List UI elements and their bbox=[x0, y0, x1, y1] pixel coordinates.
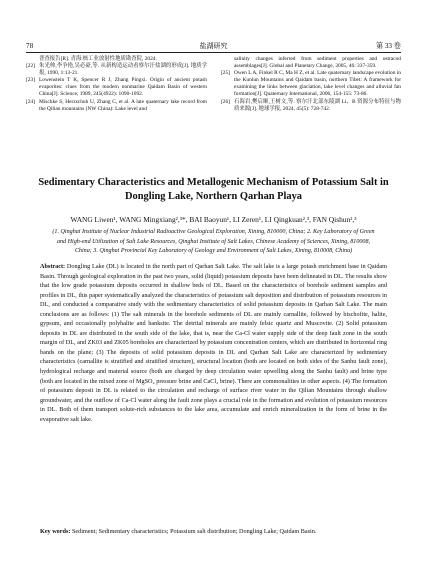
page-number: 78 bbox=[26, 42, 34, 50]
abstract-label: Abstract: bbox=[40, 263, 66, 270]
abstract bbox=[40, 262, 387, 424]
reference-item: [25] Owen L A, Finkel R C, Ma H Z, et al. Late quaternary landscape evolution in the Kunlun Mountains and Qaidam basin, northern Tibet: A framework for examining the links between glaciation, lake level changes and alluvial fan formation[J]. Quaternary International, 2006, 154-155: 73-86. bbox=[221, 70, 401, 98]
volume-label: 第 33 卷 bbox=[375, 42, 401, 50]
running-header bbox=[26, 40, 401, 53]
keywords bbox=[40, 527, 387, 537]
reference-item: salinity changes inferred from sediment properties and ostracod assemblages[J]. Global and Planetary Change, 2005, 46: 337-359. bbox=[234, 56, 401, 70]
reference-item: [22] 朱光帅,李争艳,吴必豪,等. 从新构造运动看察尔汗盐湖的形成[J]. 地质学报, 1990, 1:13-21. bbox=[26, 63, 207, 77]
reference-item: [26] 石海岩,樊启顺,王树文,等. 察尔汗北部东陵湖 Li、B 资源分布特征与物质来源[J]. 地球学报, 2024, 45(5): 728-742. bbox=[221, 98, 401, 112]
affiliations: (1. Qinghai Institute of Nuclear Industrial Radioactive Geological Exploration, Xining, 810000, China; 2. Key Laboratory of Green and High-end Utilization of Salt Lake Resources, Qinghai Institute of Salt Lakes, Chinese Academy of Sciences, Xining, 810008, China; 3. Qinghai Provincial Key Laboratory of Geology and Environment of Salt Lakes, Xining, 810008, China) bbox=[52, 229, 375, 255]
abstract-text: Dongling Lake (DL) is located in the north part of Qarhan Salt Lake. The salt lake is a large potash enrichment base in Qaidam Basin. Through geological exploration in the past two years, solid (liquid) potassium deposits have been delineated in DL. The results show that the low grade potassium deposits occurred in shallow beds of DL. Based on the characteristics of borehole sediment samples and profiles in DL, this paper systematically analyzed the characteristics of potassium salt deposition and distribution of potassium resources in DL, and conducted a comparative study with the sedimentary characteristics of solid potassium deposits in Qarhan Salt Lake. The main conclusions are as follows: (1) The salt minerals in the borehole sediments of DL are mainly carnallite, followed by bischofite, halite, gypsum, and occasionally polyhalite and hanksite. The detrital minerals are mainly felsic quartz and Muscovite. (2) Solid potassium deposits in DL are distributed in the south side of the lake, that is, near the Ca-Cl water supply side of the deep fault zone in the south margin of DL, and ZK03 and ZK05 boreholes are characterized by potassium concentration centers, which are distributed in horizontal ring bands on the plane; (3) The deposits of solid potassium deposits in DL and Qarhan Salt Lake are characterized by sedimentary characteristics (carnallite is stratified and stratified structure), structural location (both are located on both sides of the Sanhu fault zone), hydrological recharge and material source (both are charged by deep circulation water upwelling along the Sanhu fault) and brine type (both are located in the mixed zone of MgSO₄ pressure brine and CaCl₂ brine). There are commonalities in other aspects. (4) The formation of potassium deposit in DL is related to the circulation and recharge of surface river water in the Qilian Mountains through shallow groundwater, and the outflow of Ca-Cl water along the fault zone plays a crucial role in the formation and evolution of potassium resources in DL. Both of them transport solute-rich substances to the lake area, accumulate and enrich mineralization in the form of brine in the evaporative salt lake. bbox=[40, 263, 387, 423]
paper-title: Sedimentary Characteristics and Metallogenic Mechanism of Potassium Salt in Dongling Lake, Northern Qarhan Playa bbox=[38, 177, 389, 202]
reference-item: [24] Mischke S, Herzschuh U, Zhang C, et al. A late quaternary lake record from the Qilian mountains (NW China): Lake level and bbox=[26, 98, 207, 112]
keywords-text: Sediment; Sedimentary characteristics; Potassium salt distribution; Dongling Lake; Qaidam Basin. bbox=[70, 528, 317, 535]
journal-name: 盐湖研究 bbox=[199, 42, 228, 50]
reference-item: 普査报告[R]. 青海:核工业放射性地质勘査院, 2024. bbox=[39, 56, 157, 62]
reference-list bbox=[26, 56, 401, 176]
reference-column-right bbox=[221, 56, 401, 113]
keywords-label: Key words: bbox=[40, 528, 71, 535]
author-list: WANG Liwen¹, WANG Mingxiang²,³*, BAI Baoyun¹, LI Zeren¹, LI Qingkuan²,³, FAN Qishun²,³ bbox=[70, 215, 357, 224]
reference-item: [23] Lowenstein T K, Spencer R J, Zhang Pingxi. Origin of ancient potash evaporites: clues from the modern nonmarine Qaidam Basin of western China[J]. Science, 1989, 245(4922): 1090-1092. bbox=[26, 77, 207, 98]
reference-column-left bbox=[26, 56, 207, 113]
